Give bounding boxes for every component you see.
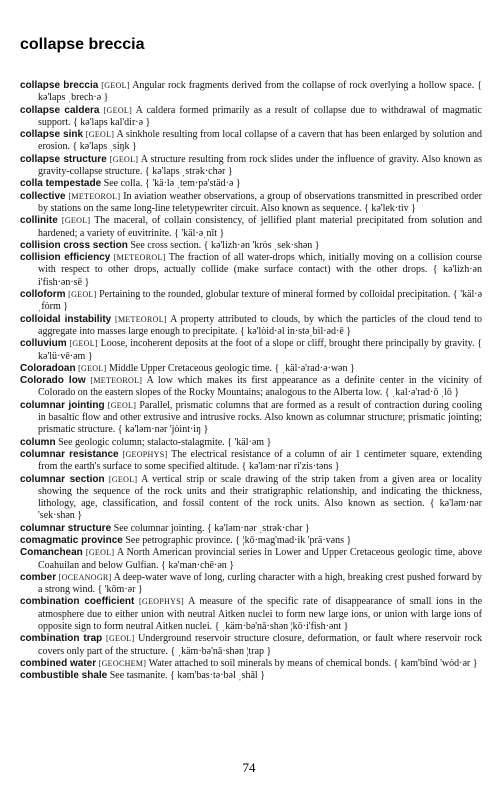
entry-headword: collective <box>20 190 66 202</box>
entry-headword: Coloradoan <box>20 362 76 374</box>
dictionary-entry <box>20 547 482 572</box>
page-header: collapse breccia <box>20 36 145 53</box>
entry-definition: Water attached to soil minerals by means of chemical bonds. <box>148 657 392 669</box>
dictionary-entry <box>20 658 482 670</box>
entry-definition: See geologic column; stalacto-stalagmite. <box>58 436 225 448</box>
dictionary-entry <box>20 596 482 633</box>
subject-label: [GEOL] <box>61 216 91 226</box>
dictionary-entry <box>20 338 482 363</box>
entry-definition: See columnar jointing. <box>113 522 205 534</box>
subject-label: [GEOL] <box>85 130 115 140</box>
entry-definition: A vertical strip or scale drawing of the strip taken from a given area or locality showing the sequence of the rock units and their stratigraphic relationship, and indicating the thickness, lithology, age, classification, and fossil content of the rock units. Also known as section. <box>38 473 482 510</box>
subject-label: [GEOCHEM] <box>98 658 147 668</box>
entry-pronunciation: { ˌkäm·bə'nā·shən ¦kō·i'fish·ənt } <box>214 621 349 633</box>
entry-pronunciation: { kə'laps ˌstrək·chər } <box>144 166 233 178</box>
entry-headword: collinite <box>20 215 58 227</box>
subject-label: [GEOL] <box>101 81 130 90</box>
entry-pronunciation: { kə'ləm·nər 'jȯint·iŋ } <box>117 424 209 436</box>
subject-label: [GEOL] <box>78 363 107 373</box>
dictionary-entry <box>20 670 482 682</box>
entry-definition: A North American provincial series in Lower and Upper Cretaceous geologic time, above Coahuilan and below Gulfian. <box>38 547 483 571</box>
entry-definition: A sinkhole resulting from local collapse of a cavern that has been enlarged by solution and erosion. <box>38 129 483 153</box>
entry-pronunciation: { 'käl·əm } <box>227 436 272 448</box>
entry-pronunciation: { kə'man·chē·ən } <box>161 559 235 571</box>
entry-pronunciation: { 'käl·əˌnīt } <box>174 227 225 239</box>
entry-pronunciation: { kə'ləm·nər ˌstrək·chər } <box>206 522 310 534</box>
entry-headword: colloform <box>20 289 66 301</box>
entry-headword: comagmatic province <box>20 534 123 546</box>
entry-headword: columnar jointing <box>20 399 105 411</box>
entry-pronunciation: { kə'lizh·ən i'fish·ən·sē } <box>38 264 482 288</box>
entry-headword: colla tempestade <box>20 178 102 190</box>
entry-headword: collision efficiency <box>20 252 111 264</box>
subject-label: [GEOL] <box>85 548 115 558</box>
entry-definition: The maceral, of collain consistency, of jellified plant material precipitated from solution and hardened; a variety of euvitrinite. <box>38 215 483 239</box>
dictionary-entry <box>20 240 482 252</box>
entry-definition: Parallel, prismatic columns that are formed as a result of contraction during cooling in basaltic flow and other extrusive and intrusive rocks. Also known as columnar structure; prismatic jointing; prismatic structure. <box>38 399 483 436</box>
subject-label: [GEOL] <box>107 400 137 410</box>
entry-definition: Loose, incoherent deposits at the foot of a slope or cliff, brought there principally by gravity. <box>100 338 475 350</box>
subject-label: [GEOL] <box>108 474 138 484</box>
entry-pronunciation: { 'kōm·ər } <box>97 584 143 596</box>
entry-pronunciation: { ¦kō·mag'mad·ik 'prä·vəns } <box>235 534 352 546</box>
page-number: 74 <box>242 760 256 775</box>
dictionary-entry <box>20 154 482 179</box>
dictionary-entry <box>20 178 482 190</box>
subject-label: [METEOROL] <box>114 314 167 324</box>
subject-label: [METEOROL] <box>90 376 143 386</box>
subject-label: [GEOL] <box>68 290 97 300</box>
entry-definition: A structure resulting from rock slides under the influence of gravity. Also known as gravity-collapse structure. <box>38 153 482 178</box>
entry-definition: A low which makes its first appearance as a definite center in the vicinity of Colorado on the eastern slopes of the Rocky Mountains; analogous to the Alberta low. <box>38 375 482 399</box>
dictionary-entry <box>20 215 482 240</box>
entry-definition: The fraction of all water-drops which, initially moving on a collision course with respect to other drops, actually collide (make surface contact) with the other drops. <box>38 252 482 276</box>
entry-definition: A measure of the specific rate of disappearance of small ions in the atmosphere due to either union with neutral Aitken nuclei to form new large ions, or union with large ions of opposite sign to form neutral Aitken nuclei. <box>38 596 483 633</box>
dictionary-entry <box>20 252 482 289</box>
dictionary-entry <box>20 633 482 658</box>
entry-headword: Comanchean <box>20 547 83 559</box>
entry-headword: collapse caldera <box>20 104 100 116</box>
entry-pronunciation: { kə'lȯid·əl in·stəˌbil·əd·ē } <box>239 325 352 337</box>
subject-label: [GEOL] <box>105 634 135 644</box>
entry-pronunciation: { 'kä·lə ˌtem·pə'städ·ə } <box>145 178 241 190</box>
entry-pronunciation: { kə'lü·vē·əm } <box>38 338 483 362</box>
entry-headword: collision cross section <box>20 239 128 251</box>
entry-definition: See petrographic province. <box>125 534 233 546</box>
subject-label: [METEOROL] <box>68 191 121 201</box>
entry-headword: colloidal instability <box>20 313 112 325</box>
dictionary-entry <box>20 105 482 130</box>
entry-headword: columnar structure <box>20 522 112 534</box>
entry-headword: collapse structure <box>20 153 107 165</box>
entry-pronunciation: { kə'laps kal'dir·ə } <box>73 116 151 128</box>
dictionary-entry <box>20 449 482 474</box>
subject-label: [GEOPHYS] <box>122 449 168 459</box>
entry-definition: A property attributed to clouds, by which the particles of the cloud tend to aggregate into masses large enough to precipitate. <box>38 313 483 337</box>
entry-pronunciation: { ˌkal·ə'rad·ō ˌlō } <box>384 387 460 399</box>
subject-label: [GEOL] <box>103 105 133 115</box>
entry-definition: See tasmanite. <box>109 670 168 682</box>
entry-headword: columnar section <box>20 473 105 485</box>
dictionary-entry <box>20 363 482 375</box>
subject-label: [GEOL] <box>109 154 139 164</box>
dictionary-entry <box>20 474 482 523</box>
entry-definition: Middle Upper Cretaceous geologic time. <box>109 362 273 374</box>
entry-definition: Angular rock fragments derived from the collapse of rock overlying a hollow space. <box>132 80 475 91</box>
dictionary-entry <box>20 400 482 437</box>
subject-label: [GEOPHYS] <box>139 597 184 607</box>
entry-definition: See colla. <box>103 178 143 190</box>
entry-headword: column <box>20 436 56 448</box>
entry-headword: collapse sink <box>20 129 84 141</box>
entry-pronunciation: { ˌkäl·ə'rad·ə·wən } <box>274 362 355 374</box>
dictionary-entry <box>20 523 482 535</box>
entry-pronunciation: { 'käl·əˌfȯrm } <box>38 289 483 313</box>
dictionary-entry <box>20 129 482 154</box>
entry-definition: A caldera formed primarily as a result of collapse due to withdrawal of magmatic support. <box>38 104 482 128</box>
entry-pronunciation: { kə'laps ˌbrech·ə } <box>38 80 483 104</box>
entry-definition: See cross section. <box>130 239 202 251</box>
entry-definition: Pertaining to the rounded, globular texture of mineral formed by colloidal precipitation. <box>99 289 451 301</box>
entry-headword: combination coefficient <box>20 596 135 608</box>
dictionary-entry <box>20 535 482 547</box>
entry-definition: A deep-water wave of long, curling character with a high, breaking crest pushed forward by a strong wind. <box>38 571 483 596</box>
entry-headword: Colorado low <box>20 375 86 387</box>
dictionary-entry <box>20 437 482 449</box>
dictionary-entry <box>20 80 482 105</box>
entry-pronunciation: { kə'ləm·nər 'sek·shən } <box>38 498 483 522</box>
entry-pronunciation: { kə'lizh·ən 'krȯs ˌsek·shən } <box>203 239 320 251</box>
subject-label: [OCEANOGR] <box>58 572 112 582</box>
entry-list <box>20 80 482 683</box>
entry-pronunciation: { ˌkäm·bə'nā·shən ¦trap } <box>170 645 272 657</box>
entry-headword: combination trap <box>20 633 103 645</box>
dictionary-entry <box>20 314 482 339</box>
entry-headword: columnar resistance <box>20 448 119 460</box>
entry-headword: colluvium <box>20 338 67 350</box>
entry-headword: combustible shale <box>20 670 108 682</box>
dictionary-entry <box>20 572 482 597</box>
subject-label: [METEOROL] <box>113 253 166 263</box>
subject-label: [GEOL] <box>69 339 98 349</box>
entry-headword: combined water <box>20 657 97 669</box>
entry-definition: Underground reservoir structure closure, deformation, or fault where reservoir rock covers only part of the structure. <box>38 633 483 657</box>
entry-pronunciation: { kəm'bīnd 'wȯd·ər } <box>393 657 478 669</box>
entry-definition: In aviation weather observations, a group of observations transmitted in prescribed order by stations on the same long-line teletypewriter circuit. Also known as sequence. <box>38 190 482 214</box>
entry-pronunciation: { kə'ləm·nər ri'zis·təns } <box>241 461 340 473</box>
entry-pronunciation: { kəm'bas·tə·bəl ˌshāl } <box>170 670 265 682</box>
entry-pronunciation: { kə'laps ˌsiŋk } <box>72 141 137 153</box>
entry-headword: collapse breccia <box>20 80 99 91</box>
dictionary-entry <box>20 375 482 400</box>
entry-definition: The electrical resistance of a column of air 1 centimeter square, extending from the earth's surface to some specified altitude. <box>38 448 483 473</box>
entry-pronunciation: { kə'lek·tiv } <box>364 202 416 214</box>
entry-headword: comber <box>20 571 57 583</box>
dictionary-entry <box>20 191 482 216</box>
dictionary-entry <box>20 289 482 314</box>
